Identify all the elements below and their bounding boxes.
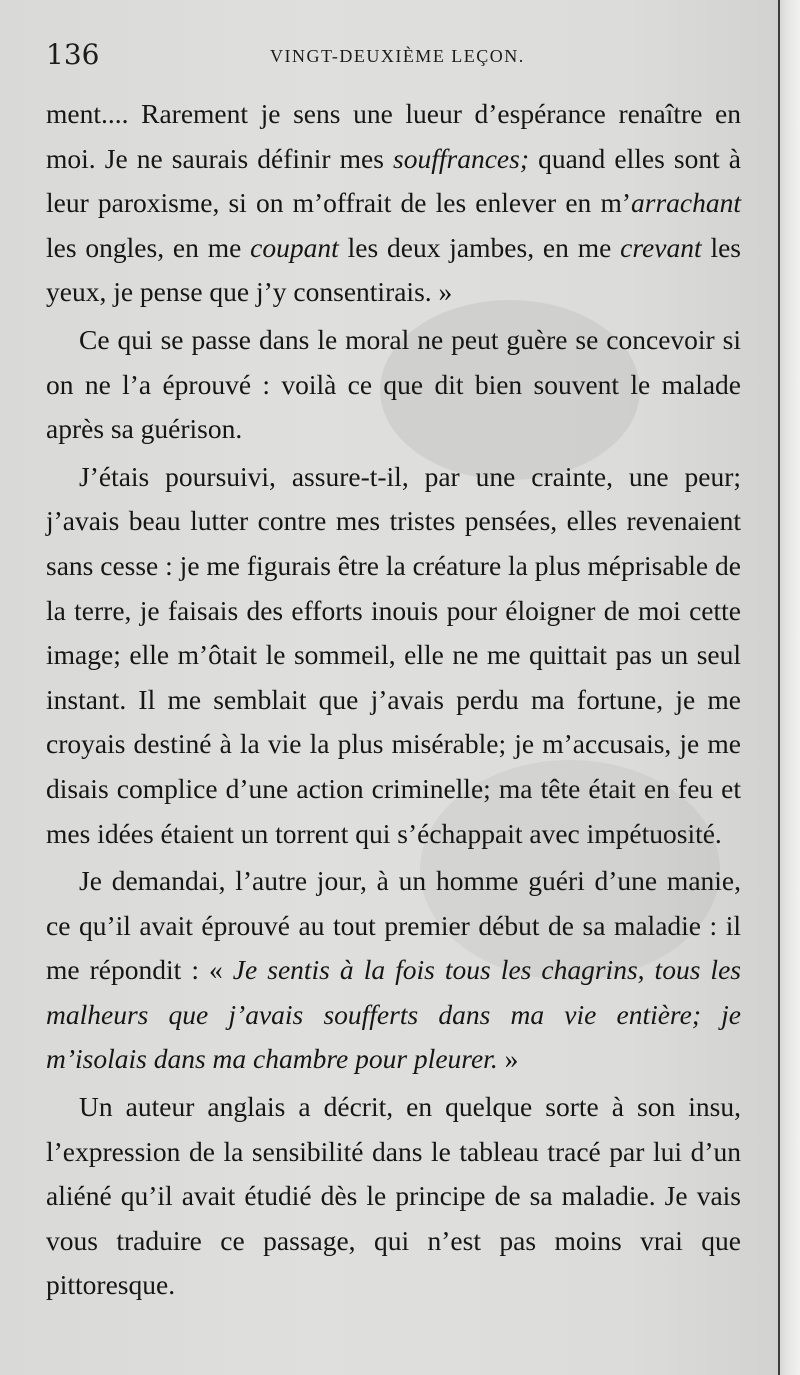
page-number: 136 [46,38,100,71]
italic-text: arrachant [631,187,741,219]
page-header [46,38,746,78]
body-text [46,92,741,1311]
text-segment: J’étais poursuivi, assure-t-il, par une crainte, une peur; j’avais beau lutter contre mes tristes pensées, elles revenaient sans cesse : je me figurais être la créature la plus méprisable de la terre, je faisais des efforts inouis pour éloigner de moi cette image; elle m’ôtait le sommeil, elle ne me quittait pas un seul instant. Il me semblait que j’avais perdu ma fortune, je me croyais destiné à la vie la plus misérable; je m’accusais, je me disais complice d’une action criminelle; ma tête était en feu et mes idées étaient un torrent qui s’échappait avec impétuosité. [46,460,741,849]
italic-text: crevant [620,231,702,263]
text-segment: Un auteur anglais a décrit, en quelque sorte à son insu, l’expression de la sensibilité dans le tableau tracé par lui d’un aliéné qu’il avait étudié dès le principe de sa maladie. Je vais vous traduire ce passage, qui n’est pas moins vrai que pittoresque. [46,1091,741,1301]
running-head: VINGT-DEUXIÈME LEÇON. [270,46,525,66]
text-segment: les deux jambes, en me [338,231,621,263]
text-segment: ment.... Rarement je sens une lueur d’espérance renaître en moi. Je ne saurais définir mes [46,98,741,174]
italic-text: coupant [250,231,339,263]
text-segment: les ongles, en me [46,231,251,263]
paragraph-p1 [46,92,741,315]
text-segment: quand elles sont à leur paroxisme, si on m’offrait de les enlever en m’ [46,142,742,219]
text-segment: » [497,1043,519,1075]
italic-text: souffrances; [393,142,529,174]
text-segment: Je demandai, l’autre jour, à un homme guéri d’une manie, ce qu’il avait éprouvé au tout premier début de sa maladie : il me répondit : « [46,865,741,986]
paragraph-p4 [46,859,741,1082]
text-segment: Ce qui se passe dans le moral ne peut guère se concevoir si on ne l’a éprouvé : voilà ce que dit bien souvent le malade après sa guérison. [46,323,741,445]
text-segment: les yeux, je pense que j’y consentirais. » [46,231,741,308]
page-edge-line [778,0,780,1375]
italic-text: Je sentis à la fois tous les chagrins, tous les malheurs que j’avais soufferts dans ma vie entière; je m’isolais dans ma chambre pour pleurer. [46,954,741,1075]
paragraph-p5 [46,1085,741,1308]
paragraph-p2 [46,318,741,452]
paragraph-p3 [46,455,741,856]
